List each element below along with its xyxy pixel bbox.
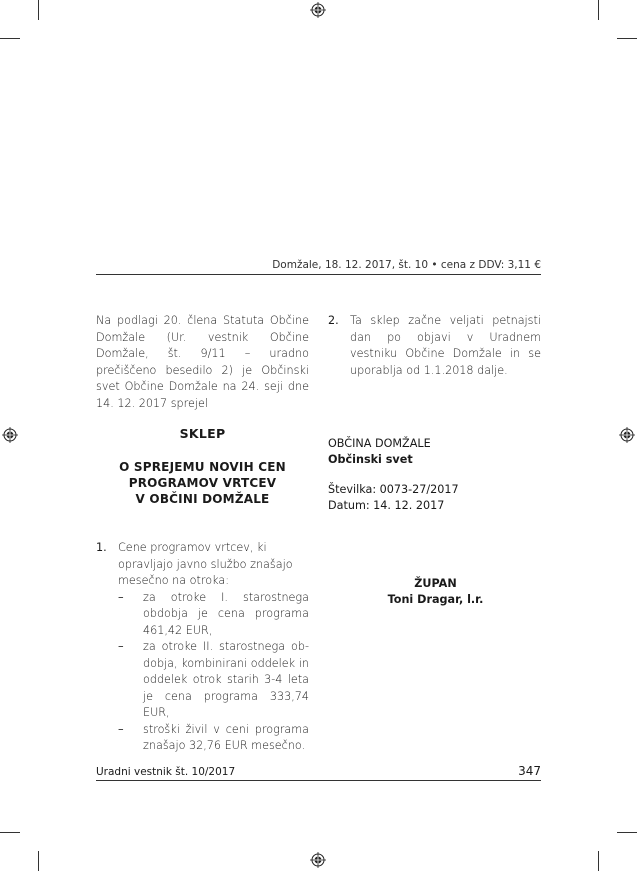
list-item [118,722,309,755]
registration-mark-icon [310,852,326,868]
list-item-text: za otroke I. starostnega obdobja je cena programa 461,42 EUR, [143,590,309,637]
left-column [96,313,309,755]
crop-mark [617,38,637,39]
municipality-name: OBČINA DOMŽALE [328,437,431,450]
subtitle-line: PROGRAMOV VRTCEV [128,476,277,490]
article-text: Ta sklep začne veljati petnajsti dan po objavi v Uradnem vestniku Občine Domžale in se uporablja od 1.1.2018 dalje. [350,314,541,377]
crop-mark [0,832,20,833]
registration-mark-icon [619,427,635,443]
document-title: SKLEP [179,426,226,441]
signature-block [328,576,541,608]
registration-mark-icon [2,427,18,443]
page-footer [96,766,541,781]
document-subtitle [96,459,309,507]
reference-block [328,482,541,514]
list-item-text: stroški živil v ceni programa znašajo 32,76 EUR mesečno. [143,722,309,752]
intro-paragraph: Na podlagi 20. člena Statuta Občine Domžale (Ur. vestnik Občine Domžale, št. 9/11 – uradno prečiščeno besedilo 2) je Občinski svet Občine Domžale na 24. seji dne 14. 12. 2017 sprejel [96,314,309,410]
list-item-text: za otroke II. starostnega obdobja, kombinirani oddelek in oddelek otrok starih 3-4 leta je cena programa 333,74 EUR, [143,640,309,719]
list-item [118,639,309,722]
publication-name: Uradni vestnik št. 10/2017 [96,766,236,778]
signature-title: ŽUPAN [414,577,457,590]
crop-mark [38,0,39,20]
crop-mark [617,832,637,833]
registration-mark-icon [310,2,326,18]
dash-bullet: – [118,590,124,604]
running-head: Domžale, 18. 12. 2017, št. 10 • cena z DDV: 3,11 € [96,259,541,275]
article-number: 2. [328,314,339,327]
issuer-block [328,436,541,468]
dash-bullet: – [118,722,124,736]
list-item [118,590,309,640]
article-1 [96,540,309,755]
crop-mark [598,851,599,871]
subtitle-line: O SPREJEMU NOVIH CEN [119,460,286,474]
crop-mark [0,38,20,39]
reference-number: Številka: 0073-27/2017 [328,483,459,496]
article-number: 1. [96,541,107,554]
signature-name: Toni Dragar, l.r. [387,593,484,606]
crop-mark [38,851,39,871]
dash-bullet: – [118,640,124,653]
right-column [328,313,541,608]
council-name: Občinski svet [328,453,413,466]
crop-mark [598,0,599,20]
article-2 [328,313,541,379]
subtitle-line: V OBČINI DOMŽALE [135,492,270,506]
reference-date: Datum: 14. 12. 2017 [328,499,445,512]
article-text: Cene programov vrtcev, ki opravljajo javno službo znašajo mesečno na otroka: [118,541,293,587]
page-number: 347 [518,764,541,778]
